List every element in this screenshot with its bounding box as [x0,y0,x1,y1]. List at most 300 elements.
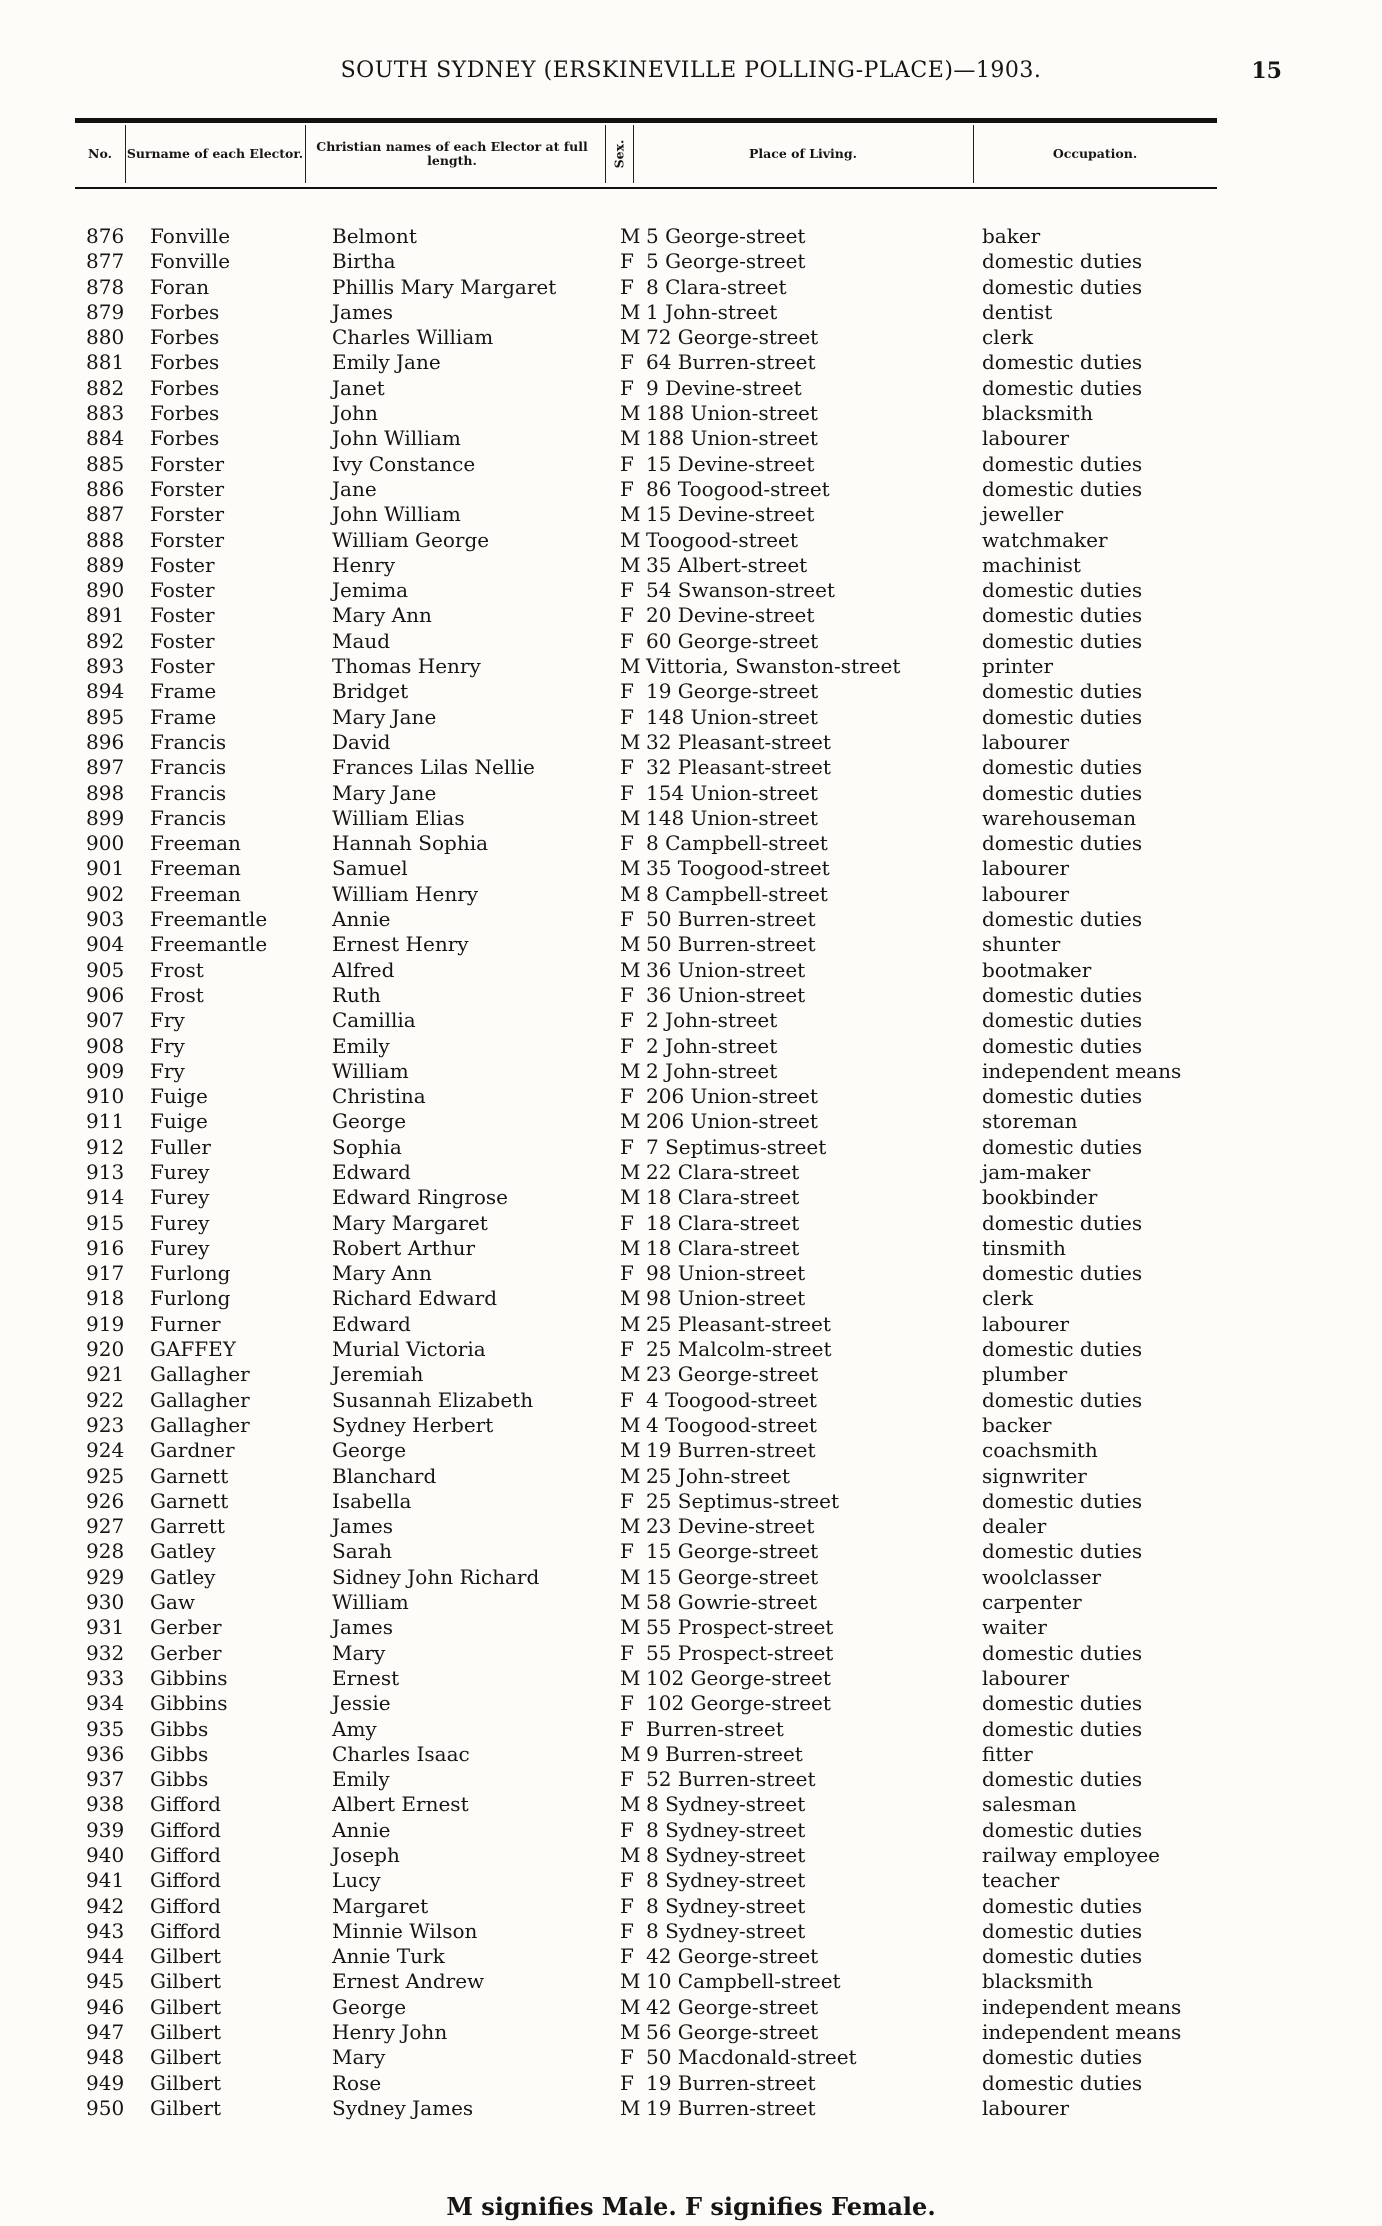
elector-number: 908 [86,1033,125,1058]
table-row [0,275,1382,300]
elector-surname: Gibbs [150,1741,209,1766]
elector-number: 929 [86,1564,125,1589]
elector-christian-names: Emily Jane [332,350,441,375]
elector-number: 918 [86,1286,125,1311]
elector-christian-names: Sydney Herbert [332,1412,494,1437]
elector-occupation: domestic duties [982,2070,1143,2095]
elector-christian-names: Mary [332,2045,386,2070]
elector-occupation: bookbinder [982,1185,1098,1210]
elector-place-of-living: 8 Sydney-street [646,1792,806,1817]
elector-number: 883 [86,401,125,426]
elector-sex: M [620,1590,641,1615]
table-row [0,806,1382,831]
elector-number: 947 [86,2020,125,2045]
elector-christian-names: Mary Jane [332,780,437,805]
elector-christian-names: Phillis Mary Margaret [332,274,557,299]
elector-surname: Fry [150,1008,185,1033]
elector-occupation: domestic duties [982,1033,1143,1058]
elector-christian-names: Henry John [332,2020,448,2045]
table-row [0,1818,1382,1843]
elector-place-of-living: 32 Pleasant-street [646,755,831,780]
elector-sex: M [620,426,641,451]
elector-christian-names: William Elias [332,805,465,830]
elector-number: 924 [86,1438,125,1463]
elector-surname: GAFFEY [150,1337,236,1362]
elector-christian-names: James [332,1615,394,1640]
table-row [0,856,1382,881]
elector-number: 897 [86,755,125,780]
elector-christian-names: Sydney James [332,2095,474,2120]
elector-number: 932 [86,1640,125,1665]
table-row [0,578,1382,603]
elector-surname: Fuige [150,1109,208,1134]
table-row [0,1286,1382,1311]
elector-sex: M [620,932,641,957]
elector-place-of-living: 19 Burren-street [646,2095,816,2120]
elector-christian-names: Mary Jane [332,704,437,729]
elector-christian-names: Sidney John Richard [332,1564,540,1589]
table-row [0,1337,1382,1362]
elector-place-of-living: 15 Devine-street [646,451,815,476]
elector-place-of-living: 32 Pleasant-street [646,729,831,754]
elector-surname: Fuller [150,1134,211,1159]
column-header-surname: Surname of each Elector. [126,146,304,161]
elector-occupation: domestic duties [982,907,1143,932]
elector-christian-names: Lucy [332,1868,381,1893]
table-row [0,1185,1382,1210]
table-row [0,452,1382,477]
table-row [0,1641,1382,1666]
elector-place-of-living: 8 Sydney-street [646,1868,806,1893]
table-row [0,1919,1382,1944]
table-row [0,1160,1382,1185]
elector-number: 941 [86,1868,125,1893]
elector-place-of-living: 25 John-street [646,1463,790,1488]
elector-christian-names: Janet [332,375,385,400]
elector-place-of-living: 64 Burren-street [646,350,816,375]
elector-christian-names: Amy [332,1716,377,1741]
elector-number: 928 [86,1539,125,1564]
elector-number: 886 [86,476,125,501]
elector-occupation: labourer [982,729,1070,754]
elector-surname: Forbes [150,375,220,400]
elector-christian-names: Richard Edward [332,1286,497,1311]
elector-place-of-living: 55 Prospect-street [646,1615,834,1640]
elector-occupation: coachsmith [982,1438,1098,1463]
elector-number: 885 [86,451,125,476]
elector-number: 917 [86,1261,125,1286]
elector-sex: M [620,1235,641,1260]
elector-surname: Gilbert [150,2095,222,2120]
elector-surname: Fry [150,1058,185,1083]
elector-christian-names: Jessie [332,1691,391,1716]
elector-sex: F [620,476,634,501]
elector-christian-names: Charles Isaac [332,1741,470,1766]
elector-surname: Francis [150,805,227,830]
elector-number: 913 [86,1159,125,1184]
elector-occupation: domestic duties [982,1691,1143,1716]
elector-place-of-living: 52 Burren-street [646,1767,816,1792]
table-row [0,1691,1382,1716]
elector-surname: Gifford [150,1792,221,1817]
elector-sex: F [620,907,634,932]
table-row [0,1995,1382,2020]
elector-place-of-living: 15 George-street [646,1539,819,1564]
elector-number: 880 [86,325,125,350]
elector-surname: Gifford [150,1817,221,1842]
elector-surname: Gifford [150,1893,221,1918]
table-row [0,1084,1382,1109]
elector-occupation: domestic duties [982,628,1143,653]
elector-number: 930 [86,1590,125,1615]
elector-occupation: backer [982,1412,1052,1437]
elector-place-of-living: 25 Septimus-street [646,1488,840,1513]
elector-sex: F [620,2045,634,2070]
electors-list [0,224,1382,2121]
elector-surname: Foster [150,603,215,628]
elector-number: 890 [86,578,125,603]
elector-sex: M [620,805,641,830]
elector-place-of-living: 58 Gowrie-street [646,1590,818,1615]
elector-christian-names: Maud [332,628,391,653]
elector-sex: M [620,1741,641,1766]
elector-number: 901 [86,856,125,881]
elector-surname: Gerber [150,1615,222,1640]
elector-surname: Garnett [150,1463,229,1488]
elector-surname: Garnett [150,1488,229,1513]
elector-sex: F [620,1488,634,1513]
elector-surname: Furey [150,1185,210,1210]
elector-number: 936 [86,1741,125,1766]
table-row [0,1843,1382,1868]
elector-surname: Furey [150,1159,210,1184]
elector-number: 940 [86,1843,125,1867]
elector-sex: F [620,1767,634,1792]
elector-surname: Freemantle [150,932,268,957]
elector-occupation: shunter [982,932,1061,957]
elector-occupation: blacksmith [982,401,1093,426]
elector-surname: Fonville [150,224,231,248]
elector-occupation: domestic duties [982,274,1143,299]
elector-number: 893 [86,654,125,679]
elector-christian-names: Annie [332,907,391,932]
page-title: SOUTH SYDNEY (ERSKINEVILLE POLLING-PLACE)—1903. [340,58,1042,83]
elector-christian-names: Mary Ann [332,603,432,628]
elector-sex: F [620,704,634,729]
table-row [0,1261,1382,1286]
elector-surname: Frame [150,704,217,729]
elector-occupation: domestic duties [982,451,1143,476]
elector-number: 887 [86,502,125,527]
elector-number: 892 [86,628,125,653]
elector-sex: F [620,2070,634,2095]
elector-place-of-living: 36 Union-street [646,957,806,982]
table-row [0,730,1382,755]
elector-number: 927 [86,1514,125,1539]
elector-christian-names: John William [332,426,461,451]
table-row [0,1388,1382,1413]
elector-christian-names: George [332,1438,407,1463]
elector-christian-names: Henry [332,552,396,577]
elector-occupation: independent means [982,1994,1182,2019]
elector-christian-names: Joseph [332,1843,400,1867]
elector-sex: M [620,1362,641,1387]
elector-occupation: tinsmith [982,1235,1066,1260]
elector-sex: M [620,1058,641,1083]
elector-christian-names: Hannah Sophia [332,831,489,856]
elector-christian-names: Charles William [332,325,494,350]
table-row [0,1514,1382,1539]
table-row [0,755,1382,780]
elector-christian-names: Susannah Elizabeth [332,1387,534,1412]
elector-christian-names: Annie [332,1817,391,1842]
table-row [0,907,1382,932]
table-row [0,1969,1382,1994]
elector-surname: Foran [150,274,210,299]
elector-number: 912 [86,1134,125,1159]
column-header-occupation: Occupation. [1052,146,1138,161]
elector-occupation: domestic duties [982,1261,1143,1286]
elector-christian-names: Robert Arthur [332,1235,476,1260]
elector-occupation: domestic duties [982,982,1143,1007]
elector-christian-names: Ruth [332,982,381,1007]
elector-sex: M [620,2095,641,2120]
elector-surname: Gallagher [150,1387,250,1412]
elector-place-of-living: 206 Union-street [646,1109,818,1134]
elector-sex: M [620,1969,641,1994]
elector-number: 949 [86,2070,125,2095]
table-row [0,654,1382,679]
elector-occupation: salesman [982,1792,1077,1817]
elector-sex: F [620,780,634,805]
elector-sex: M [620,881,641,906]
elector-number: 922 [86,1387,125,1412]
elector-occupation: woolclasser [982,1564,1102,1589]
elector-place-of-living: 4 Toogood-street [646,1387,817,1412]
elector-place-of-living: 98 Union-street [646,1261,806,1286]
elector-surname: Francis [150,755,227,780]
table-row [0,1666,1382,1691]
elector-place-of-living: 2 John-street [646,1008,778,1033]
elector-place-of-living: 50 Burren-street [646,907,816,932]
elector-sex: F [620,350,634,375]
elector-sex: M [620,1514,641,1539]
elector-occupation: warehouseman [982,805,1137,830]
elector-number: 939 [86,1817,125,1842]
elector-surname: Freeman [150,856,241,881]
table-row [0,224,1382,249]
elector-number: 876 [86,224,125,248]
elector-christian-names: Ernest Henry [332,932,469,957]
elector-occupation: labourer [982,856,1070,881]
elector-sex: F [620,982,634,1007]
elector-number: 948 [86,2045,125,2070]
elector-occupation: domestic duties [982,1084,1143,1109]
elector-surname: Gilbert [150,1944,222,1969]
elector-christian-names: Albert Ernest [332,1792,469,1817]
elector-sex: F [620,249,634,274]
elector-surname: Gerber [150,1640,222,1665]
elector-occupation: fitter [982,1741,1033,1766]
elector-christian-names: Thomas Henry [332,654,481,679]
elector-place-of-living: 9 Devine-street [646,375,802,400]
elector-occupation: domestic duties [982,375,1143,400]
elector-christian-names: William [332,1058,409,1083]
elector-sex: F [620,1868,634,1893]
elector-place-of-living: 188 Union-street [646,401,818,426]
elector-place-of-living: 8 Campbell-street [646,881,828,906]
elector-christian-names: Edward [332,1311,411,1336]
table-row [0,2096,1382,2121]
elector-sex: F [620,755,634,780]
elector-christian-names: Ernest Andrew [332,1969,485,1994]
elector-occupation: labourer [982,426,1070,451]
elector-surname: Gatley [150,1564,216,1589]
elector-number: 891 [86,603,125,628]
column-header-christian-names: Christian names of each Elector at full length. [316,139,588,168]
elector-number: 920 [86,1337,125,1362]
elector-surname: Gibbs [150,1716,209,1741]
elector-surname: Furner [150,1311,221,1336]
elector-surname: Gilbert [150,1994,222,2019]
elector-occupation: domestic duties [982,1337,1143,1362]
elector-christian-names: William [332,1590,409,1615]
elector-surname: Fry [150,1033,185,1058]
elector-place-of-living: 18 Clara-street [646,1235,800,1260]
elector-place-of-living: 98 Union-street [646,1286,806,1311]
elector-occupation: clerk [982,325,1034,350]
elector-number: 907 [86,1008,125,1033]
elector-surname: Forster [150,476,225,501]
elector-surname: Forster [150,527,225,552]
elector-sex: M [620,325,641,350]
elector-christian-names: Mary Ann [332,1261,432,1286]
table-row [0,1362,1382,1387]
elector-sex: M [620,1412,641,1437]
elector-occupation: domestic duties [982,1716,1143,1741]
table-row [0,1894,1382,1919]
elector-number: 909 [86,1058,125,1083]
elector-occupation: domestic duties [982,1134,1143,1159]
elector-number: 898 [86,780,125,805]
elector-number: 905 [86,957,125,982]
elector-surname: Forbes [150,325,220,350]
elector-place-of-living: 18 Clara-street [646,1185,800,1210]
elector-christian-names: Murial Victoria [332,1337,486,1362]
elector-sex: M [620,2020,641,2045]
table-row [0,1565,1382,1590]
table-row [0,2020,1382,2045]
elector-christian-names: Mary Margaret [332,1210,488,1235]
table-row [0,1717,1382,1742]
elector-number: 879 [86,299,125,324]
elector-number: 894 [86,679,125,704]
elector-number: 945 [86,1969,125,1994]
elector-christian-names: Jemima [332,578,409,603]
table-row [0,249,1382,274]
elector-place-of-living: 23 Devine-street [646,1514,815,1539]
elector-occupation: clerk [982,1286,1034,1311]
elector-occupation: labourer [982,1665,1070,1690]
elector-occupation: carpenter [982,1590,1082,1615]
elector-surname: Gifford [150,1918,221,1943]
elector-surname: Furlong [150,1261,231,1286]
elector-sex: M [620,1438,641,1463]
elector-occupation: domestic duties [982,249,1143,274]
table-row [0,2045,1382,2070]
elector-sex: M [620,654,641,679]
elector-sex: F [620,1918,634,1943]
elector-surname: Forbes [150,401,220,426]
elector-number: 900 [86,831,125,856]
elector-occupation: independent means [982,1058,1182,1083]
elector-christian-names: Bridget [332,679,409,704]
elector-number: 916 [86,1235,125,1260]
elector-sex: M [620,957,641,982]
table-row [0,376,1382,401]
elector-surname: Gallagher [150,1412,250,1437]
elector-place-of-living: 1 John-street [646,299,778,324]
table-row [0,983,1382,1008]
elector-occupation: teacher [982,1868,1060,1893]
elector-occupation: domestic duties [982,1008,1143,1033]
elector-surname: Gatley [150,1539,216,1564]
elector-occupation: domestic duties [982,1640,1143,1665]
elector-number: 884 [86,426,125,451]
elector-occupation: labourer [982,881,1070,906]
elector-place-of-living: 19 George-street [646,679,819,704]
elector-sex: M [620,1994,641,2019]
elector-place-of-living: 18 Clara-street [646,1210,800,1235]
elector-surname: Gilbert [150,2070,222,2095]
table-row [0,1135,1382,1160]
elector-christian-names: Belmont [332,224,417,248]
elector-sex: F [620,628,634,653]
elector-christian-names: Edward [332,1159,411,1184]
elector-christian-names: Sophia [332,1134,402,1159]
table-row [0,679,1382,704]
table-row [0,1034,1382,1059]
table-row [0,1008,1382,1033]
elector-christian-names: Jane [332,476,377,501]
table-row [0,502,1382,527]
table-row [0,1590,1382,1615]
elector-occupation: machinist [982,552,1081,577]
elector-place-of-living: 20 Devine-street [646,603,815,628]
table-row [0,603,1382,628]
elector-occupation: domestic duties [982,755,1143,780]
table-row [0,401,1382,426]
elector-occupation: dealer [982,1514,1047,1539]
table-row [0,1464,1382,1489]
table-row [0,958,1382,983]
elector-place-of-living: 42 George-street [646,1994,819,2019]
elector-surname: Frost [150,982,204,1007]
table-row [0,2071,1382,2096]
table-row [0,1059,1382,1084]
elector-christian-names: John William [332,502,461,527]
elector-number: 888 [86,527,125,552]
column-headers [75,125,1217,183]
elector-surname: Forbes [150,299,220,324]
elector-number: 889 [86,552,125,577]
elector-occupation: printer [982,654,1054,679]
elector-number: 904 [86,932,125,957]
elector-sex: M [620,1843,641,1867]
elector-sex: M [620,1792,641,1817]
elector-number: 923 [86,1412,125,1437]
elector-sex: F [620,1337,634,1362]
